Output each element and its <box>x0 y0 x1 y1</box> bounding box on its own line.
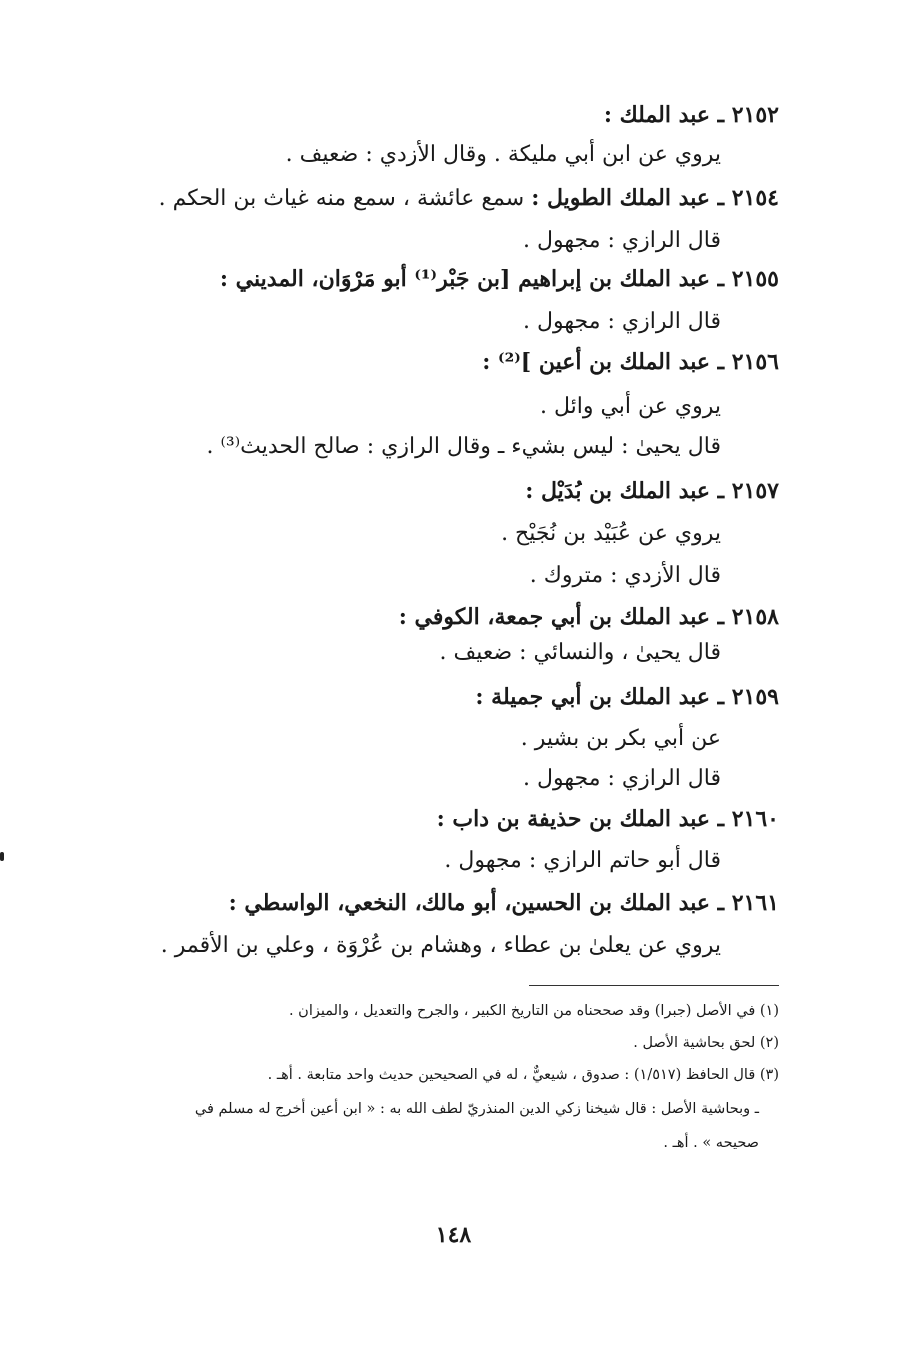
entry-text: قال يحيىٰ : ليس بشيء ـ وقال الرازي : صالح الحديث⁽³⁾ . <box>206 434 721 459</box>
entry-text: قال الأزدي : متروك . <box>529 563 721 588</box>
entry-heading: ٢١٥٧ ـ عبد الملك بن بُدَيْل : <box>525 478 779 504</box>
entry-text: قال الرازي : مجهول . <box>523 309 721 334</box>
footnote: (١) في الأصل (جبرا) وقد صححناه من التاريخ الكبير ، والجرح والتعديل ، والميزان . <box>288 1003 779 1019</box>
entry-text: يروي عن أبي وائل . <box>539 394 721 419</box>
entry-text: يروي عن عُبَيْد بن نُجَيْح . <box>501 521 721 546</box>
footnote-separator <box>529 985 779 986</box>
entry-heading: ٢١٥٦ ـ عبد الملك بن أعين ]⁽²⁾ : <box>482 349 779 375</box>
entry-heading: ٢١٥٩ ـ عبد الملك بن أبي جميلة : <box>475 684 779 710</box>
entry-heading: ٢١٥٤ ـ عبد الملك الطويل : <box>531 185 779 211</box>
footnote: (٣) قال الحافظ (١/٥١٧) : صدوق ، شيعيٌّ ، له في الصحيحين حديث واحد متابعة . أهـ . <box>267 1067 779 1083</box>
entry-text: قال الرازي : مجهول . <box>523 228 721 253</box>
entry-heading: ٢١٦٠ ـ عبد الملك بن حذيفة بن داب : <box>436 806 779 832</box>
entry-text: قال الرازي : مجهول . <box>523 766 721 791</box>
entry-text: سمع عائشة ، سمع منه غياث بن الحكم . <box>158 186 532 211</box>
entry-heading: ٢١٦١ ـ عبد الملك بن الحسين، أبو مالك، النخعي، الواسطي : <box>228 890 779 916</box>
entry-text: يروي عن يعلىٰ بن عطاء ، وهشام بن عُرْوَة ، وعلي بن الأقمر . <box>160 933 721 958</box>
footnote: (٢) لحق بحاشية الأصل . <box>633 1035 779 1051</box>
footnote: ـ وبحاشية الأصل : قال شيخنا زكي الدين المنذريّ لطف الله به : « ابن أعين أخرج له مسلم في <box>194 1101 759 1117</box>
entry-heading: ٢١٥٥ ـ عبد الملك بن إبراهيم [بن جَبْر⁽¹⁾ أبو مَرْوَان، المديني : <box>219 266 779 292</box>
scan-mark <box>0 852 4 861</box>
entry-heading: ٢١٥٢ ـ عبد الملك : <box>603 102 779 128</box>
entry-text: يروي عن ابن أبي مليكة . وقال الأزدي : ضعيف . <box>285 142 721 167</box>
entry-text: عن أبي بكر بن بشير . <box>520 726 721 751</box>
footnote: صحيحه » . أهـ . <box>663 1135 759 1151</box>
page-number: ١٤٨ <box>435 1222 472 1248</box>
entry-text: قال أبو حاتم الرازي : مجهول . <box>444 848 721 873</box>
entry-text: قال يحيىٰ ، والنسائي : ضعيف . <box>439 640 721 665</box>
entry-heading: ٢١٥٨ ـ عبد الملك بن أبي جمعة، الكوفي : <box>398 604 779 630</box>
entry-line <box>0 183 907 214</box>
